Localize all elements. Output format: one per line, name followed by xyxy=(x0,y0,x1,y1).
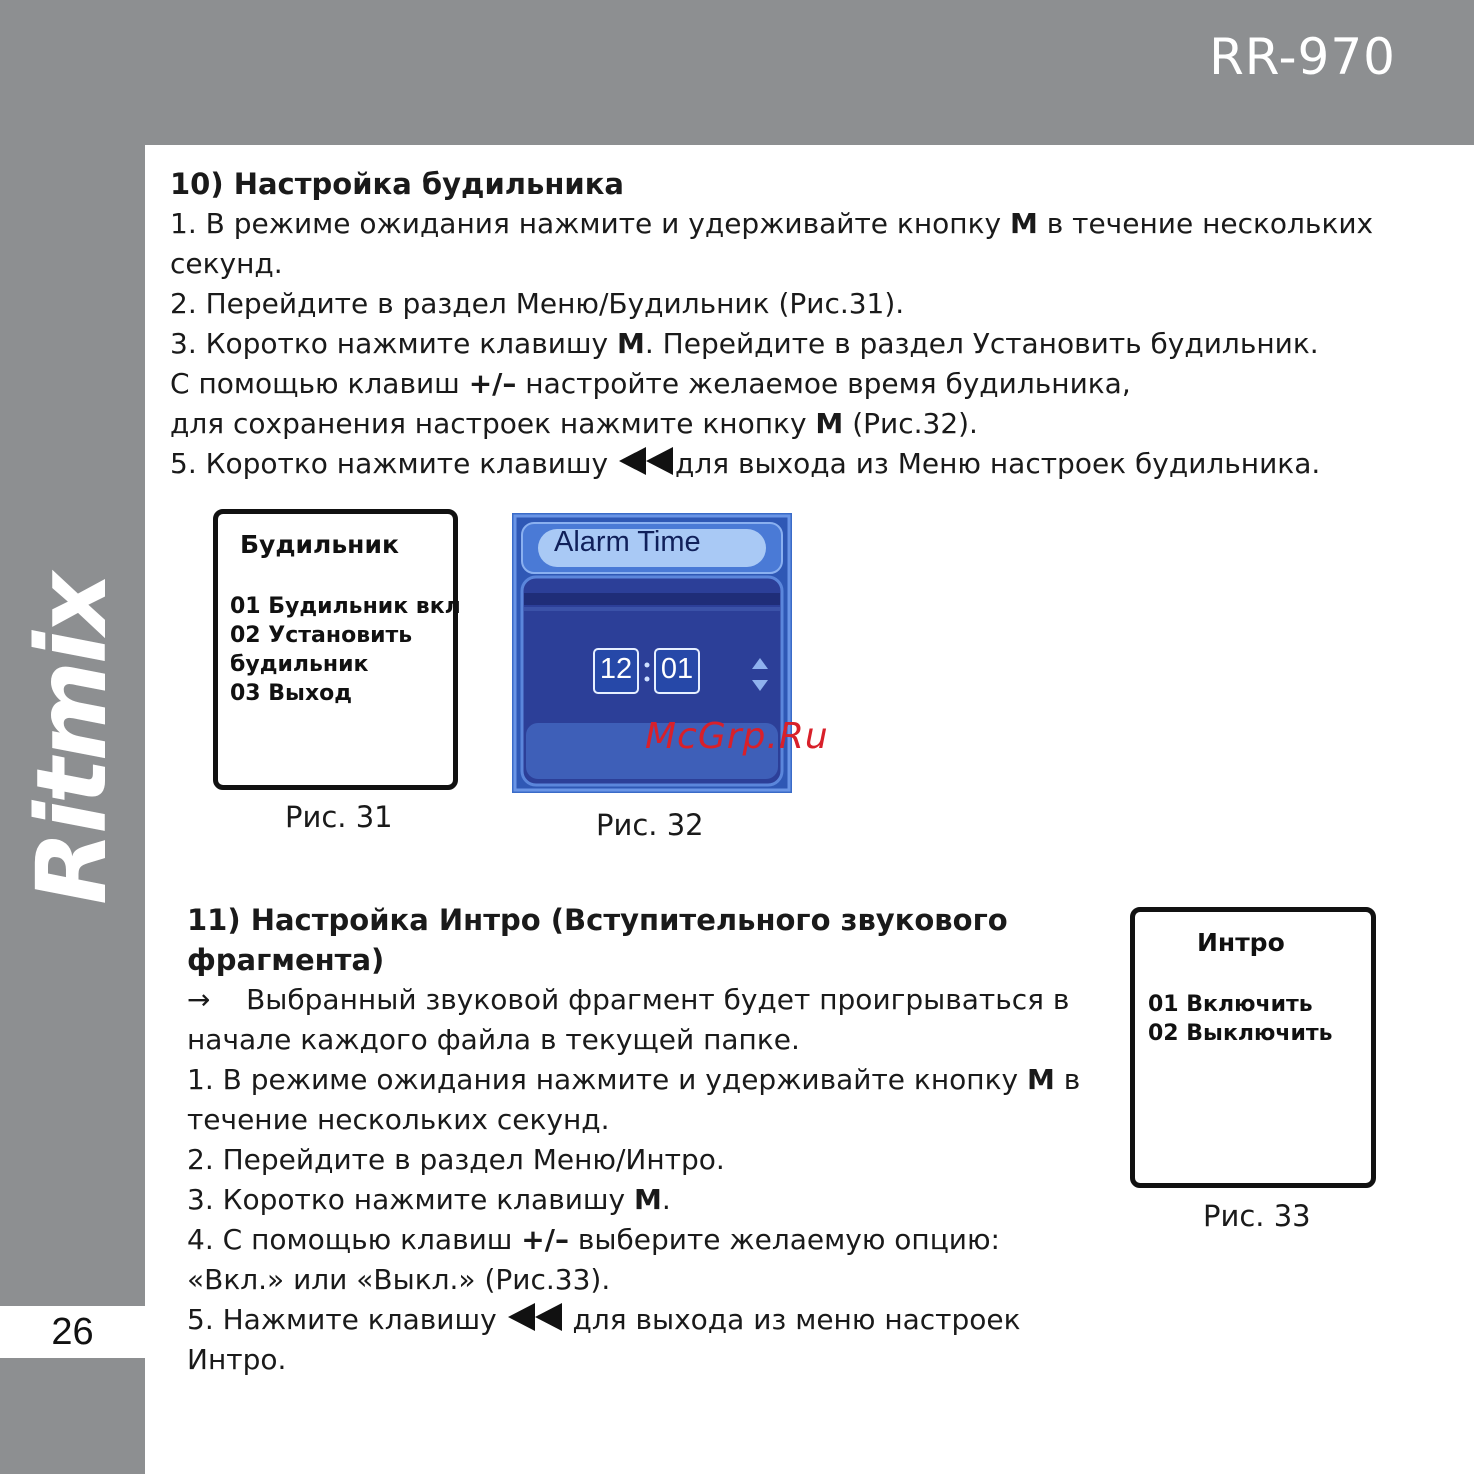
page-number: 26 xyxy=(0,1306,145,1358)
step-1: 1. В режиме ожидания нажмите и удерживайте кнопку M в течение нескольких xyxy=(170,207,1374,240)
step-3: 3. Коротко нажмите клавишу M. Перейдите в раздел Установить будильник. xyxy=(170,327,1319,360)
list-item: 01 Включить xyxy=(1148,992,1313,1017)
list-item: 02 Выключить xyxy=(1148,1021,1333,1046)
lcd-menu-list xyxy=(1148,990,1333,1048)
arrow-icon: → xyxy=(187,983,211,1016)
rewind-icon xyxy=(506,1301,564,1333)
watermark: McGrp.Ru xyxy=(645,716,829,757)
step-1-cont: течение нескольких секунд. xyxy=(187,1103,610,1136)
step-1: 1. В режиме ожидания нажмите и удерживайте кнопку M в xyxy=(187,1063,1081,1096)
section-heading: 10) Настройка будильника xyxy=(170,167,624,201)
lcd-title: Будильник xyxy=(240,530,399,559)
section-intro xyxy=(187,900,1080,1380)
lcd-menu-list xyxy=(230,592,461,708)
brand-logo: Ritmix xyxy=(16,575,128,905)
alarm-time-title: Alarm Time xyxy=(554,526,701,558)
figure-caption: Рис. 32 xyxy=(596,808,704,842)
step-5-cont: Интро. xyxy=(187,1343,287,1376)
step-5: 5. Коротко нажмите клавишу для выхода из Меню настроек будильника. xyxy=(170,447,1321,480)
step-4: 4. С помощью клавиш +/– выберите желаемую опцию: xyxy=(187,1223,1000,1256)
section-alarm xyxy=(170,164,1373,484)
list-item: 03 Выход xyxy=(230,681,353,706)
step-3: 3. Коротко нажмите клавишу M. xyxy=(187,1183,671,1216)
step-1-cont: секунд. xyxy=(170,247,283,280)
lcd-screen-intro-menu xyxy=(1130,907,1376,1188)
step-2: 2. Перейдите в раздел Меню/Будильник (Рис.31). xyxy=(170,287,905,320)
list-item: будильник xyxy=(230,652,369,677)
section-heading: 11) Настройка Интро (Вступительного звукового xyxy=(187,903,1008,937)
note-cont: начале каждого файла в текущей папке. xyxy=(187,1023,800,1056)
list-item: 02 Установить xyxy=(230,623,413,648)
figure-caption: Рис. 33 xyxy=(1203,1199,1311,1233)
alarm-hour-value: 12 xyxy=(599,653,633,685)
list-item: 01 Будильник вкл xyxy=(230,594,461,619)
rewind-icon xyxy=(617,445,675,477)
step-4-cont: для сохранения настроек нажмите кнопку M (Рис.32). xyxy=(170,407,978,440)
step-4: С помощью клавиш +/– настройте желаемое время будильника, xyxy=(170,367,1131,400)
step-2: 2. Перейдите в раздел Меню/Интро. xyxy=(187,1143,725,1176)
note: → Выбранный звуковой фрагмент будет проигрываться в xyxy=(187,983,1070,1016)
figure-caption: Рис. 31 xyxy=(285,800,393,834)
section-heading-cont: фрагмента) xyxy=(187,943,385,977)
step-4-cont: «Вкл.» или «Выкл.» (Рис.33). xyxy=(187,1263,611,1296)
lcd-screen-alarm-menu xyxy=(213,509,461,790)
alarm-minute-value: 01 xyxy=(660,653,694,685)
model-name: RR-970 xyxy=(1209,28,1396,86)
step-5: 5. Нажмите клавишу для выхода из меню настроек xyxy=(187,1303,1021,1336)
lcd-title: Интро xyxy=(1197,928,1285,957)
